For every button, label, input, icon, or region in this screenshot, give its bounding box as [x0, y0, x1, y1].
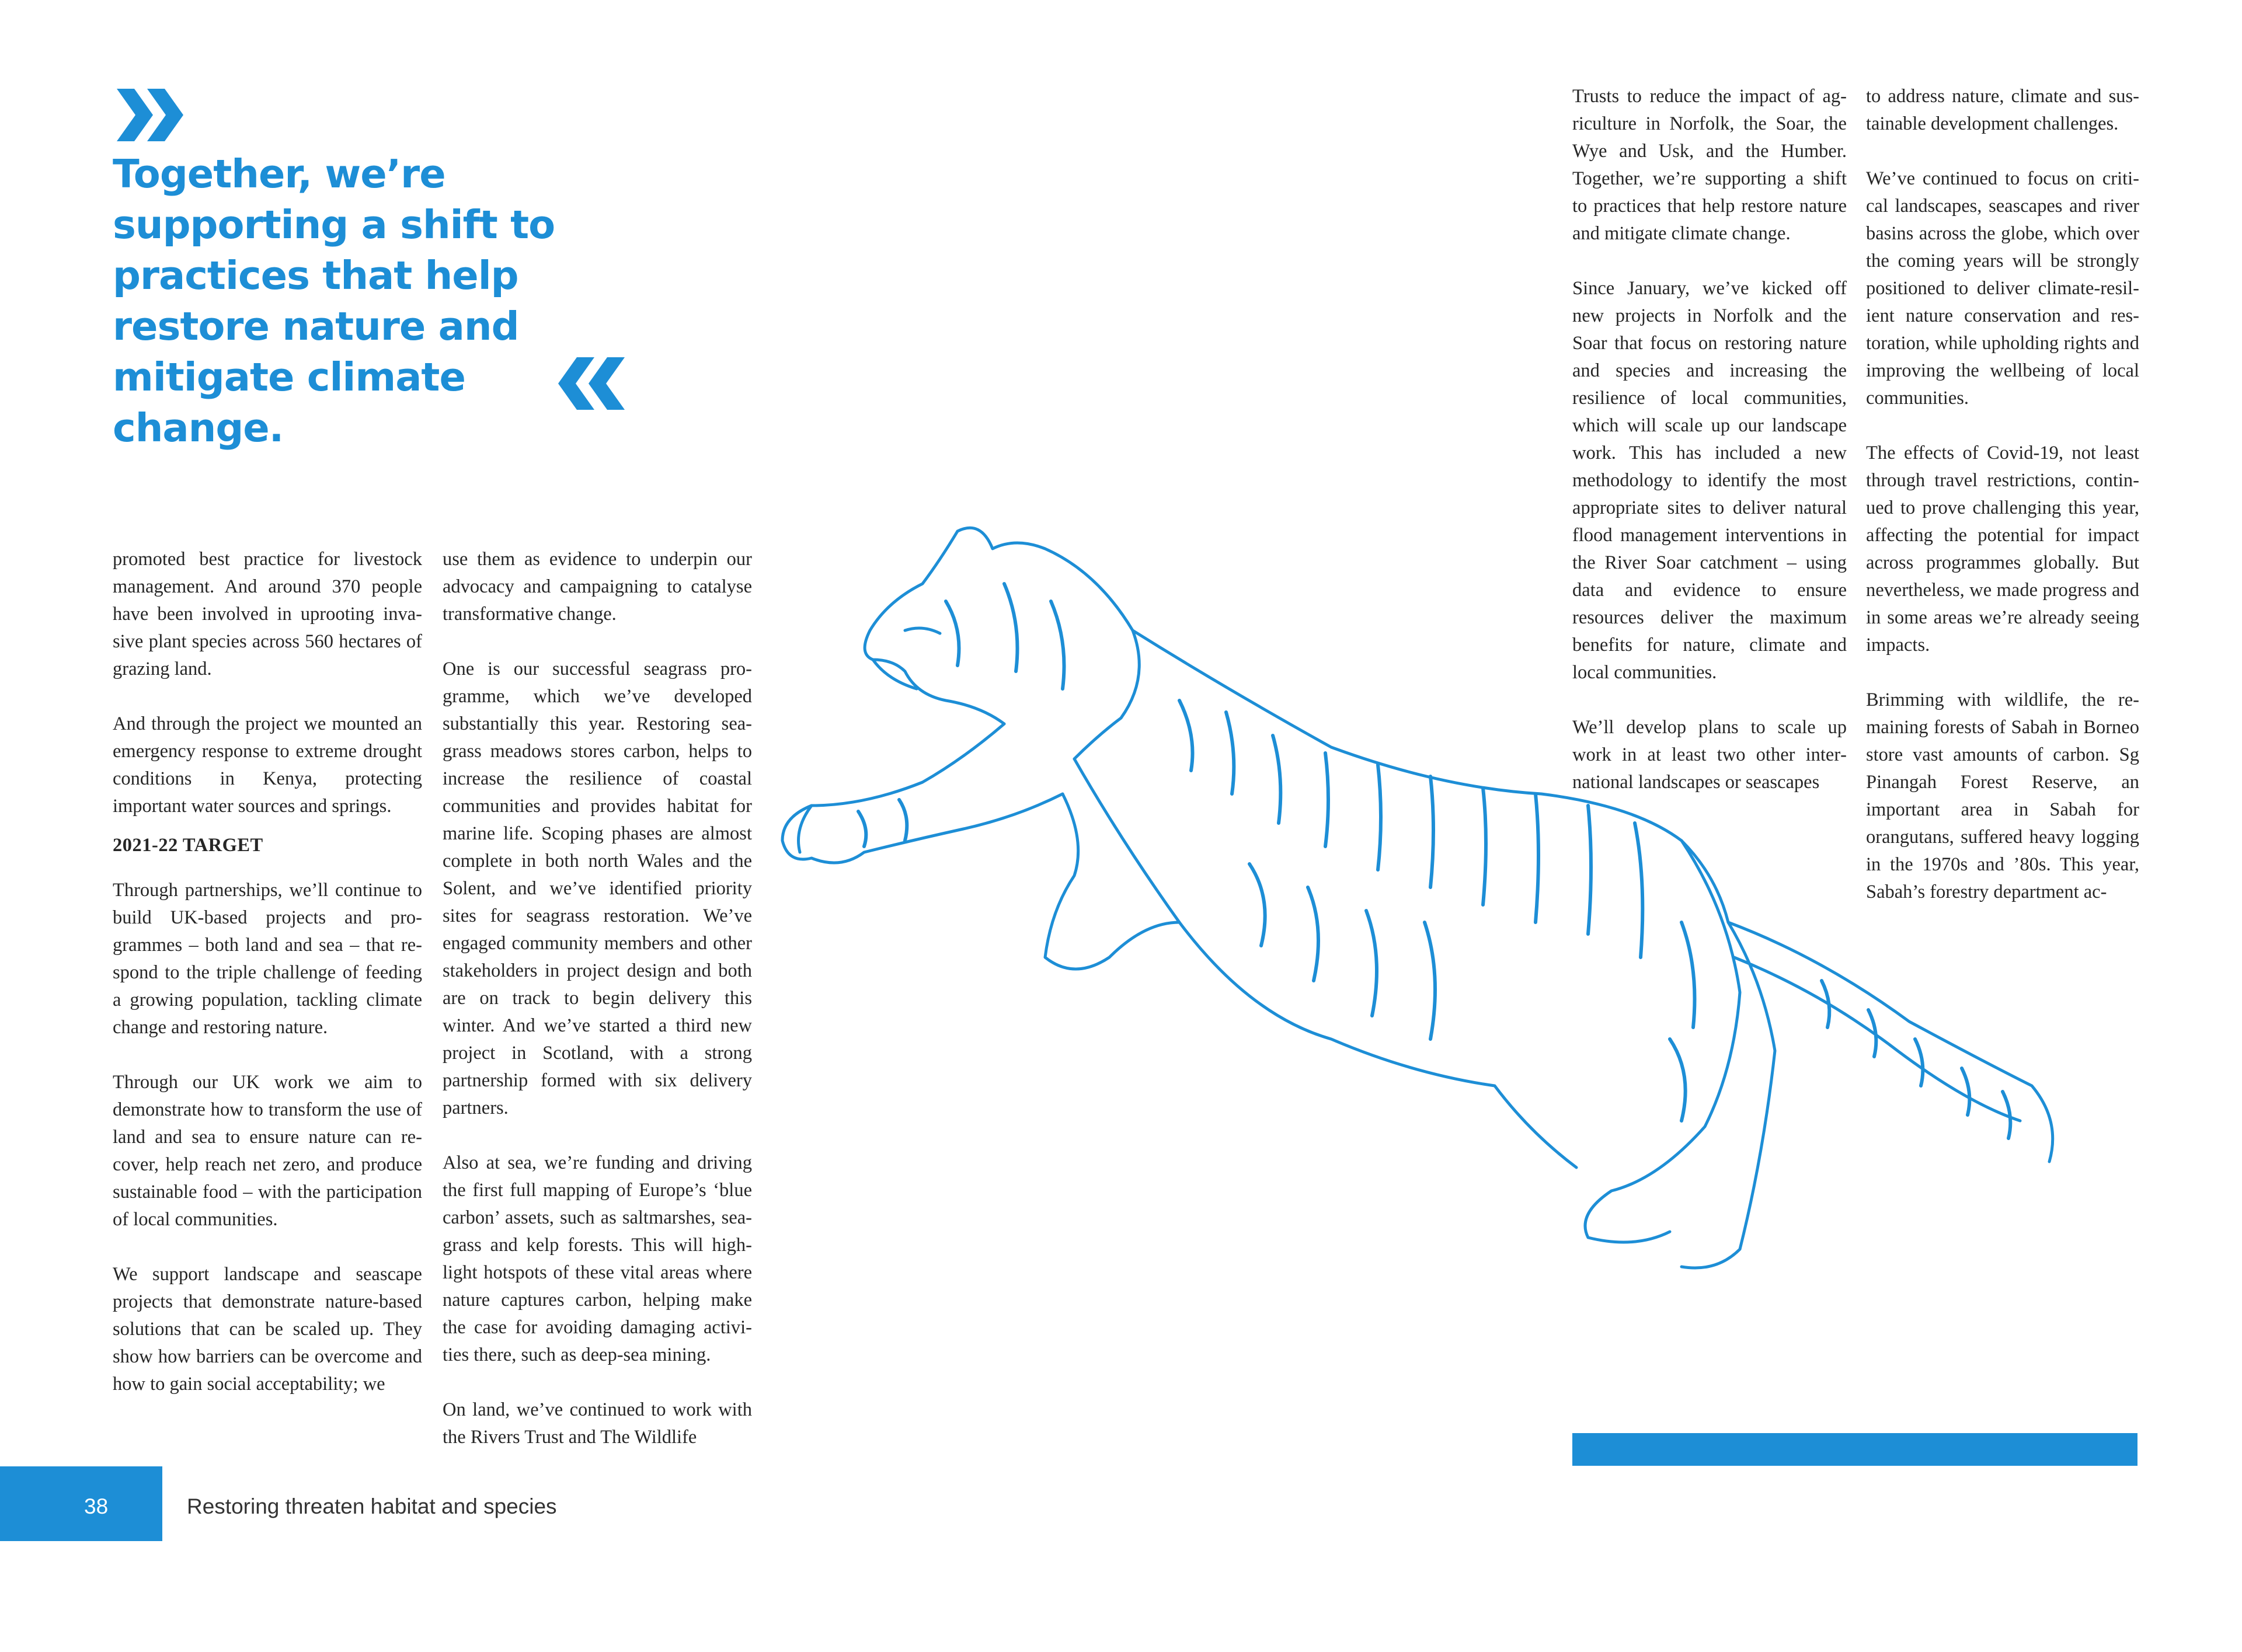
paragraph: The effects of Covid-19, not least through travel restrictions, continued to prove challenging this year, affecting the potential for impact across programmes globally. But nevertheless, we made progress and in some areas we’re already seeing impacts. — [1866, 442, 2139, 656]
paragraph: On land, we’ve continued to work with the Rivers Trust and The Wildlife — [443, 1399, 752, 1448]
double-chevron-right-icon — [117, 89, 190, 141]
paragraph: Trusts to reduce the impact of agriculture in Norfolk, the Soar, the Wye and Usk, and the Humber. Together, we’re supporting a shift to practices that help restore nature and mitigate climate change. — [1572, 86, 1847, 244]
page-number-box — [0, 1466, 162, 1541]
paragraph: Brimming with wildlife, the remaining forests of Sabah in Borneo store vast amounts of carbon. Sg Pinangah Forest Reserve, an important area in Sabah for orangutans, suffered heavy logging in the 1970s and ’80s. This year, Sabah’s forestry department ac- — [1866, 689, 2139, 902]
paragraph: We support landscape and seascape projects that demonstrate nature-based solutions that can be scaled up. They show how barriers can be overcome and how to gain social acceptability; we — [113, 1264, 422, 1395]
paragraph: use them as evidence to underpin our advocacy and campaigning to catalyse transformative change. — [443, 549, 752, 625]
double-chevron-left-icon — [552, 357, 625, 410]
decorative-bar — [1572, 1433, 2137, 1466]
paragraph: Since January, we’ve kicked off new projects in Norfolk and the Soar that focus on restoring nature and species and increasing the resilience of local communities, which will scale up our landscape work. This has included a new methodology to identify the most appropriate sites to deliver natural flood management interventions in the River Soar catchment – using data and evidence to ensure resources deliver the maximum benefits for nature, climate and local communities. — [1572, 278, 1847, 683]
paragraph: We’ll develop plans to scale up work in at least two other international landscapes or seascapes — [1572, 717, 1847, 793]
section-heading: 2021-22 TARGET — [113, 835, 263, 856]
paragraph: promoted best practice for livestock management. And around 370 people have been involved in uprooting invasive plant species across 560 hectares of grazing land. — [113, 549, 422, 679]
paragraph: Also at sea, we’re funding and driving the first full mapping of Europe’s ‘blue carbon’ assets, such as saltmarshes, seagrass and kelp forests. This will highlight hotspots of these vital areas where nature captures carbon, helping make the case for avoiding damaging activities there, such as deep-sea mining. — [443, 1152, 752, 1365]
section-title: Restoring threaten habitat and species — [187, 1494, 557, 1518]
tiger-illustration — [771, 514, 2207, 1448]
pull-quote: Together, we’re supporting a shift to practices that help restore nature and mitigate climate change. — [113, 151, 555, 451]
text-column-2 — [443, 546, 752, 1479]
paragraph: to address nature, climate and sustainable development challenges. — [1866, 86, 2139, 134]
paragraph: And through the project we mounted an emergency response to extreme drought conditions in Kenya, protecting important water sources and springs. — [113, 713, 422, 817]
paragraph: Through partnerships, we’ll continue to build UK-based projects and programmes – both land and sea – that respond to the triple challenge of feeding a growing population, tackling climate change and restoring nature. — [113, 880, 422, 1038]
page-number: 38 — [84, 1494, 109, 1518]
paragraph: Through our UK work we aim to demonstrate how to transform the use of land and sea to ensure nature can recover, help reach net zero, and produce sustainable food – with the participation of local communities. — [113, 1072, 422, 1230]
paragraph: One is our successful seagrass programme, which we’ve developed substantially this year. Restoring seagrass meadows stores carbon, helps to increase the resilience of coastal communities and provides habitat for marine life. Scoping phases are almost complete in both north Wales and the Solent, and we’ve identified priority sites for seagrass restoration. We’ve engaged community members and other stakeholders in project design and both are on track to begin delivery this winter. And we’ve started a third new project in Scotland, with a strong partnership formed with six delivery partners. — [443, 658, 752, 1118]
paragraph: We’ve continued to focus on critical landscapes, seascapes and river basins across the globe, which over the coming years will be strongly positioned to deliver climate-resilient nature conservation and restoration, while upholding rights and improving the wellbeing of local communities. — [1866, 168, 2139, 409]
text-column-1 — [113, 546, 422, 1426]
